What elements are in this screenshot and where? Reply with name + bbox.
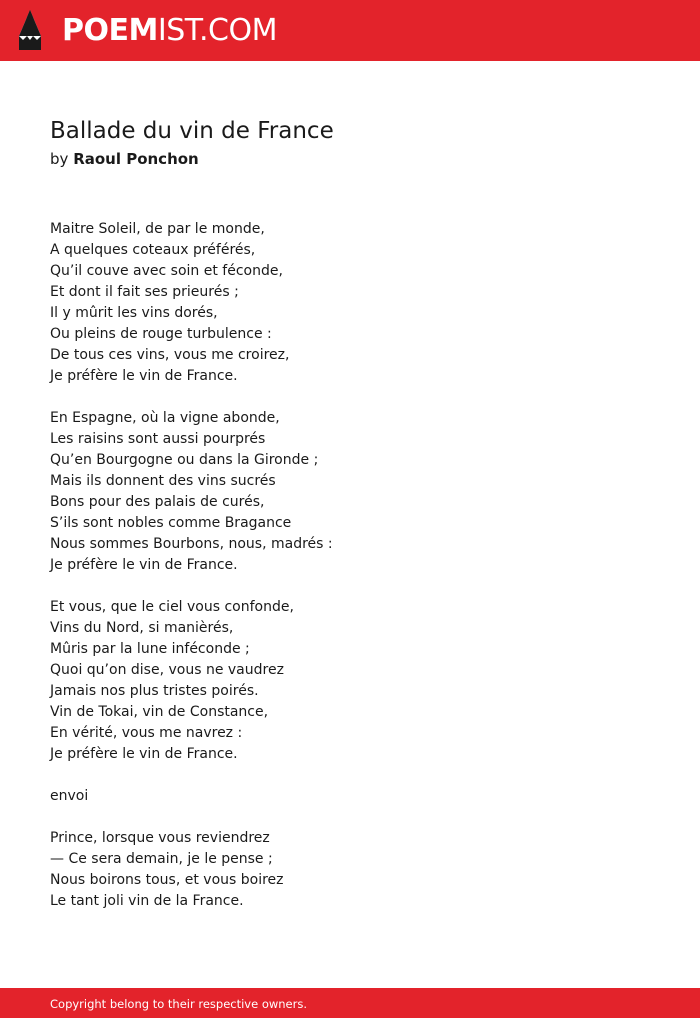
poem-body (50, 219, 333, 912)
logo-bold-text: POEM (62, 13, 158, 48)
poem-line: Nous sommes Bourbons, nous, madrés : (50, 536, 333, 552)
poem-line: — Ce sera demain, je le pense ; (50, 851, 273, 867)
poem-title: Ballade du vin de France (50, 118, 334, 144)
poem-line: Vins du Nord, si manièrés, (50, 620, 234, 636)
poem-line: Nous boirons tous, et vous boirez (50, 872, 284, 888)
stanza-break (50, 576, 333, 597)
poem-line: Prince, lorsque vous reviendrez (50, 830, 270, 846)
poem-line: Qu’en Bourgogne ou dans la Gironde ; (50, 452, 319, 468)
poem-line: Quoi qu’on dise, vous ne vaudrez (50, 662, 284, 678)
stanza-break (50, 387, 333, 408)
author-name: Raoul Ponchon (73, 150, 199, 168)
poem-line: Je préfère le vin de France. (50, 368, 238, 384)
poem-line: Je préfère le vin de France. (50, 746, 238, 762)
copyright-text: Copyright belong to their respective owners. (50, 997, 308, 1011)
byline (50, 148, 199, 170)
logo-light-text: IST.COM (157, 13, 277, 48)
poem-line: envoi (50, 788, 89, 804)
poem-line: Ou pleins de rouge turbulence : (50, 326, 272, 342)
poem-line: Le tant joli vin de la France. (50, 893, 244, 909)
poem-line: Je préfère le vin de France. (50, 557, 238, 573)
poem-line: Mais ils donnent des vins sucrés (50, 473, 276, 489)
stanza-break (50, 765, 333, 786)
poem-line: Bons pour des palais de curés, (50, 494, 265, 510)
poem-line: Qu’il couve avec soin et féconde, (50, 263, 283, 279)
site-footer (0, 988, 700, 1018)
poem-line: Et dont il fait ses prieurés ; (50, 284, 239, 300)
site-header (0, 0, 700, 61)
stanza-break (50, 807, 333, 828)
site-logo-link[interactable] (62, 11, 277, 51)
poem-line: Et vous, que le ciel vous confonde, (50, 599, 294, 615)
poem-line: Jamais nos plus tristes poirés. (50, 683, 259, 699)
poem-line: En vérité, vous me navrez : (50, 725, 243, 741)
poem-line: Maitre Soleil, de par le monde, (50, 221, 265, 237)
poem-line: En Espagne, où la vigne abonde, (50, 410, 280, 426)
pencil-tip-icon (17, 9, 43, 51)
poem-line: A quelques coteaux préférés, (50, 242, 256, 258)
by-label: by (50, 150, 69, 168)
poem-line: Vin de Tokai, vin de Constance, (50, 704, 269, 720)
poem-line: Mûris par la lune inféconde ; (50, 641, 250, 657)
poem-line: Les raisins sont aussi pourprés (50, 431, 266, 447)
poem-line: Il y mûrit les vins dorés, (50, 305, 218, 321)
poem-line: S’ils sont nobles comme Bragance (50, 515, 292, 531)
poem-line: De tous ces vins, vous me croirez, (50, 347, 290, 363)
